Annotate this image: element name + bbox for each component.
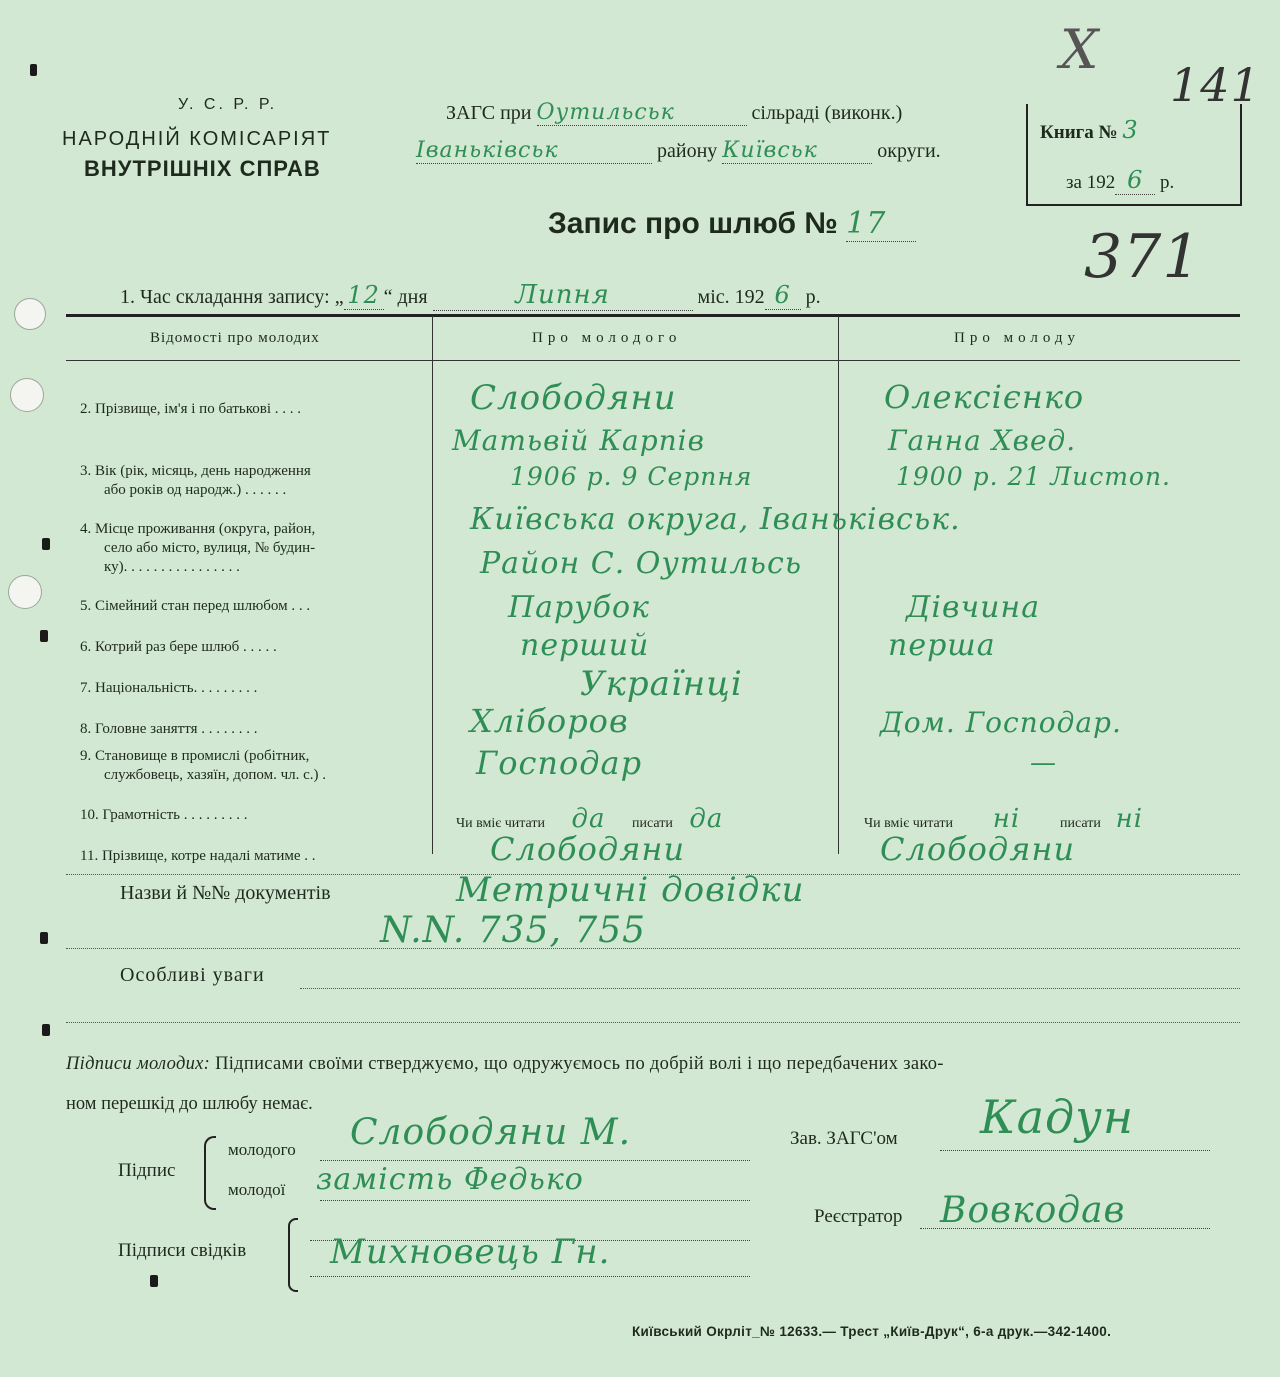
notes-rule — [300, 988, 1240, 989]
table-header-rule — [66, 360, 1240, 361]
row-label-residence-3: ку). . . . . . . . . . . . . . . . — [104, 559, 240, 575]
groom-write-value: да — [689, 804, 724, 834]
binding-mark — [42, 1024, 50, 1036]
row-label-nationality: 7. Національність. . . . . . . . . — [80, 680, 258, 696]
month-label: міс. 192 — [697, 286, 765, 308]
row-label-position-2: службовець, хазяїн, допом. чл. с.) . — [104, 767, 327, 783]
bride-surname: Олексієнко — [884, 378, 1085, 416]
bride-position: — — [1030, 748, 1057, 778]
groom-sign-label: молодого — [228, 1140, 296, 1159]
bride-sign-label: молодої — [228, 1180, 286, 1199]
book-label: Книга № — [1040, 122, 1118, 143]
groom-literacy — [456, 804, 736, 834]
row-label-times: 6. Котрий раз бере шлюб . . . . . — [80, 639, 277, 655]
row-label-position: 9. Становище в промислі (робітник, — [80, 748, 310, 764]
punch-hole — [14, 298, 46, 330]
zags-suffix: сільраді (виконк.) — [751, 102, 903, 124]
table-col-divider — [838, 316, 839, 854]
okrug-handwritten: Київськ — [722, 138, 872, 164]
groom-surname: Слободяни — [470, 378, 677, 418]
documents-label: Назви й №№ документів — [120, 882, 331, 904]
zags-head-signature: Кадун — [980, 1090, 1135, 1144]
groom-name: Матьвій Карпів — [452, 424, 705, 457]
year-handwritten: 6 — [765, 281, 801, 310]
signature-statement — [66, 1054, 944, 1075]
binding-mark — [30, 64, 37, 76]
row-label-marital: 5. Сімейний стан перед шлюбом . . . — [80, 598, 311, 614]
bride-age: 1900 р. 21 Листоп. — [896, 462, 1171, 491]
bride-occupation: Дом. Господар. — [880, 706, 1122, 739]
month-handwritten: Липня — [433, 280, 693, 311]
record-number-handwritten: 17 — [846, 206, 916, 242]
bride-future-surname: Слободяни — [880, 830, 1076, 868]
documents-handwritten-2: N.N. 735, 755 — [380, 910, 647, 951]
documents-rule — [66, 948, 1240, 949]
bride-write-value: ні — [1115, 804, 1144, 834]
record-title — [548, 206, 916, 242]
notes-label: Особливі уваги — [120, 964, 265, 986]
day-handwritten: 12 — [344, 281, 384, 310]
row-label-residence: 4. Місце проживання (округа, район, — [80, 521, 316, 537]
groom-read-label: Чи вміє читати — [456, 816, 546, 831]
binding-mark — [40, 932, 48, 944]
groom-times-married: перший — [520, 628, 650, 663]
book-year-suffix: р. — [1159, 172, 1175, 193]
day-label: “ дня — [383, 286, 428, 308]
bride-name: Ганна Хвед. — [888, 424, 1077, 457]
book-year-prefix: за 192 — [1066, 172, 1116, 193]
binding-mark — [42, 538, 50, 550]
book-number — [1040, 116, 1139, 144]
row-label-name: 2. Прізвище, ім'я і по батькові . . . . — [80, 401, 302, 417]
book-year — [1066, 166, 1174, 195]
zags-head-label: Зав. ЗАГС'ом — [790, 1128, 898, 1149]
record-date-line — [120, 280, 821, 311]
district-line — [416, 138, 941, 164]
date-label: 1. Час складання запису: „ — [120, 286, 344, 308]
nationality: Українці — [580, 664, 743, 704]
zags-prefix: ЗАГС при — [446, 102, 532, 124]
printer-imprint: Київський Окрліт_№ 12633.— Трест „Київ-Друк“, 6-а друк.—342-1400. — [632, 1324, 1112, 1339]
groom-signature: Слободяни М. — [350, 1112, 632, 1153]
signature-statement-text: Підписами своїми стверджуємо, що одружуємось по добрій волі і що передбачених зако- — [215, 1054, 944, 1074]
groom-occupation: Хліборов — [470, 702, 629, 740]
row-label-age-2: або років од народж.) . . . . . . — [104, 482, 287, 498]
groom-age: 1906 р. 9 Серпня — [510, 462, 753, 491]
record-title-text: Запис про шлюб № — [548, 207, 838, 240]
table-col-divider — [432, 316, 433, 854]
binding-mark — [40, 630, 48, 642]
documents-handwritten-1: Метричні довідки — [456, 870, 805, 910]
groom-write-label: писати — [632, 816, 673, 831]
zags-line — [446, 100, 902, 126]
bride-times-married: перша — [888, 628, 996, 663]
bride-write-label: писати — [1060, 816, 1101, 831]
district-handwritten: Іваньківськ — [416, 138, 652, 164]
witnesses-label: Підписи свідків — [118, 1240, 247, 1261]
groom-future-surname: Слободяни — [490, 830, 686, 868]
groom-position: Господар — [476, 744, 643, 782]
binding-mark — [150, 1275, 158, 1287]
punch-hole — [8, 575, 42, 609]
signature-statement-italic: Підписи молодих: — [66, 1054, 211, 1074]
groom-sign-rule — [320, 1160, 750, 1161]
registrar-label: Реєстратор — [814, 1206, 903, 1227]
column-header-bride: Про молоду — [954, 330, 1081, 346]
witness-signature: Михновець Гн. — [330, 1232, 611, 1272]
row-label-future-surname: 11. Прізвище, котре надалі матиме . . — [80, 848, 316, 864]
groom-read-value: да — [571, 804, 606, 834]
registrar-signature: Вовкодав — [940, 1190, 1126, 1231]
okrug-label: округи. — [877, 140, 941, 162]
row-label-age: 3. Вік (рік, місяць, день народження — [80, 463, 311, 479]
top-mark-handwritten: X — [1060, 18, 1100, 81]
sign-label: Підпис — [118, 1160, 176, 1181]
bride-marital-status: Дівчина — [906, 590, 1041, 625]
groom-residence-line2: Район С. Оутильсь — [480, 546, 803, 581]
bride-signature: замість Федько — [316, 1162, 584, 1197]
corner-number-handwritten: 141 — [1170, 58, 1261, 112]
row-label-residence-2: село або місто, вулиця, № будин- — [104, 540, 316, 556]
sign-brace — [204, 1136, 216, 1210]
department-label: ВНУТРІШНІХ СПРАВ — [84, 156, 321, 181]
punch-hole — [10, 378, 44, 412]
bride-read-value: ні — [992, 804, 1021, 834]
column-header-info: Відомості про молодих — [150, 330, 320, 346]
district-label: району — [657, 140, 718, 162]
commissariat-label: НАРОДНІЙ КОМІСАРІЯТ — [62, 128, 332, 150]
witnesses-brace — [288, 1218, 298, 1292]
groom-marital-status: Парубок — [508, 590, 650, 625]
column-header-groom: Про молодого — [532, 330, 682, 346]
book-number-handwritten: 3 — [1122, 116, 1139, 144]
witness-sign-rule-2 — [310, 1276, 750, 1277]
book-year-handwritten: 6 — [1115, 166, 1155, 195]
bride-sign-rule — [320, 1200, 750, 1201]
side-number-handwritten: 371 — [1084, 222, 1202, 292]
row-label-occupation: 8. Головне заняття . . . . . . . . — [80, 721, 258, 737]
row-label-literacy: 10. Грамотність . . . . . . . . . — [80, 807, 248, 823]
zags-village-handwritten: Оутильськ — [537, 100, 747, 126]
table-top-rule — [66, 314, 1240, 317]
zags-head-rule — [940, 1150, 1210, 1151]
ussr-label: У. С. Р. Р. — [178, 96, 278, 113]
year-suffix: р. — [805, 286, 821, 308]
signature-statement-2: ном перешкід до шлюбу немає. — [66, 1094, 313, 1114]
notes-rule-2 — [66, 1022, 1240, 1023]
groom-residence-line1: Київська округа, Іваньківськ. — [470, 502, 961, 537]
bride-read-label: Чи вміє читати — [864, 816, 954, 831]
